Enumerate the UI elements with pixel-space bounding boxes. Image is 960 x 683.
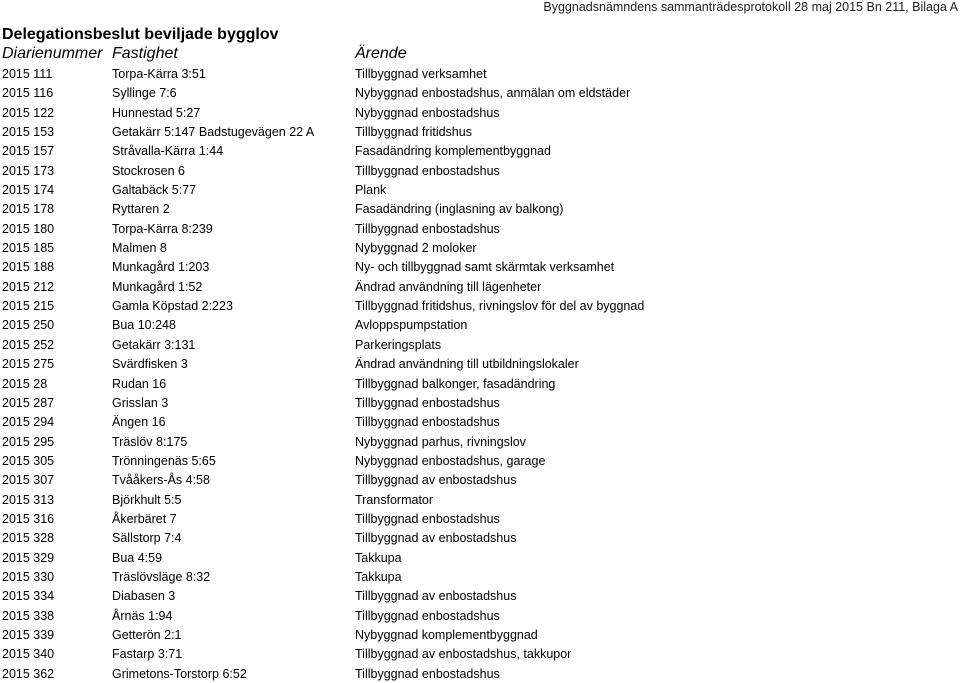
row-fastighet: Trönningenäs 5:65 [112, 453, 216, 468]
table-row [0, 335, 960, 354]
row-diarienummer: 2015 173 [2, 163, 55, 178]
row-fastighet: Stockrosen 6 [112, 163, 185, 178]
table-row [0, 606, 960, 625]
row-arende: Tillbyggnad fritidshus [355, 125, 472, 140]
table-row [0, 180, 960, 199]
table-row [0, 393, 960, 412]
row-diarienummer: 2015 215 [2, 299, 55, 314]
row-diarienummer: 2015 275 [2, 357, 55, 372]
row-fastighet: Munkagård 1:203 [112, 260, 210, 275]
row-arende: Fasadändring (inglasning av balkong) [355, 202, 564, 217]
row-arende: Nybyggnad enbostadshus, anmälan om eldstäder [355, 86, 631, 101]
table-row [0, 567, 960, 586]
row-fastighet: Årnäs 1:94 [112, 608, 173, 623]
row-arende: Parkeringsplats [355, 337, 442, 352]
row-fastighet: Torpa-Kärra 3:51 [112, 67, 206, 81]
row-diarienummer: 2015 294 [2, 415, 55, 430]
row-arende: Nybyggnad enbostadshus, garage [355, 453, 546, 468]
table-row [0, 644, 960, 663]
running-header: Byggnadsnämndens sammanträdesprotokoll 28 maj 2015 Bn 211, Bilaga A [543, 0, 958, 14]
row-fastighet: Åkerbäret 7 [112, 511, 177, 526]
row-diarienummer: 2015 295 [2, 434, 55, 449]
row-diarienummer: 2015 185 [2, 241, 55, 256]
table-row [0, 238, 960, 257]
row-diarienummer: 2015 157 [2, 144, 55, 159]
row-fastighet: Getakärr 3:131 [112, 337, 196, 352]
table-row [0, 432, 960, 451]
document-title: Delegationsbeslut beviljade bygglov [2, 26, 279, 43]
row-fastighet: Syllinge 7:6 [112, 86, 177, 101]
row-fastighet: Getakärr 5:147 Badstugevägen 22 A [112, 125, 315, 140]
row-arende: Tillbyggnad enbostadshus [355, 415, 500, 430]
row-fastighet: Getterön 2:1 [112, 627, 182, 642]
row-diarienummer: 2015 287 [2, 395, 55, 410]
row-arende: Nybyggnad enbostadshus [355, 105, 500, 120]
table-row [0, 490, 960, 509]
row-fastighet: Grisslan 3 [112, 395, 169, 410]
row-fastighet: Munkagård 1:52 [112, 279, 203, 294]
row-arende: Tillbyggnad balkonger, fasadändring [355, 376, 556, 391]
row-arende: Nybyggnad 2 moloker [355, 241, 477, 256]
row-diarienummer: 2015 188 [2, 260, 55, 275]
row-arende: Tillbyggnad enbostadshus [355, 511, 500, 526]
table-row [0, 277, 960, 296]
table-row [0, 161, 960, 180]
row-fastighet: Rudan 16 [112, 376, 167, 391]
table-row [0, 528, 960, 547]
row-fastighet: Bua 10:248 [112, 318, 176, 333]
table-row [0, 412, 960, 431]
row-fastighet: Träslöv 8:175 [112, 434, 188, 449]
row-diarienummer: 2015 316 [2, 511, 55, 526]
row-arende: Ändrad användning till utbildningslokaler [355, 357, 579, 372]
table-row [0, 219, 960, 238]
row-arende: Plank [355, 183, 387, 198]
table-row [0, 122, 960, 141]
table-row [0, 315, 960, 334]
table-row [0, 625, 960, 644]
row-arende: Avloppspumpstation [355, 318, 468, 333]
row-diarienummer: 2015 305 [2, 453, 55, 468]
table-row [0, 548, 960, 567]
row-arende: Takkupa [355, 569, 402, 584]
row-fastighet: Torpa-Kärra 8:239 [112, 221, 213, 236]
row-diarienummer: 2015 116 [2, 86, 54, 101]
table-row [0, 586, 960, 605]
row-fastighet: Grimetons-Torstorp 6:52 [112, 666, 247, 681]
row-arende: Tillbyggnad av enbostadshus [355, 589, 517, 604]
row-diarienummer: 2015 338 [2, 608, 55, 623]
row-arende: Tillbyggnad enbostadshus [355, 221, 500, 236]
row-fastighet: Sällstorp 7:4 [112, 531, 182, 546]
column-header-fastighet: Fastighet [112, 45, 178, 62]
table-row [0, 83, 960, 102]
row-fastighet: Hunnestad 5:27 [112, 105, 201, 120]
row-fastighet: Fastarp 3:71 [112, 647, 183, 662]
row-arende: Takkupa [355, 550, 402, 565]
row-diarienummer: 2015 340 [2, 647, 55, 662]
table-row [0, 103, 960, 122]
row-fastighet: Ryttaren 2 [112, 202, 170, 217]
row-arende: Ny- och tillbyggnad samt skärmtak verksamhet [355, 260, 615, 275]
row-diarienummer: 2015 111 [2, 67, 53, 81]
row-fastighet: Ängen 16 [112, 415, 166, 430]
row-fastighet: Svärdfisken 3 [112, 357, 188, 372]
table-row [0, 257, 960, 276]
row-diarienummer: 2015 250 [2, 318, 55, 333]
table-row [0, 199, 960, 218]
decision-list [0, 64, 960, 683]
row-arende: Nybyggnad komplementbyggnad [355, 627, 538, 642]
row-diarienummer: 2015 28 [2, 376, 48, 391]
table-row [0, 374, 960, 393]
row-fastighet: Galtabäck 5:77 [112, 183, 197, 198]
table-row [0, 64, 960, 83]
row-diarienummer: 2015 362 [2, 666, 55, 681]
row-fastighet: Diabasen 3 [112, 589, 176, 604]
row-diarienummer: 2015 252 [2, 337, 55, 352]
row-arende: Tillbyggnad fritidshus, rivningslov för del av byggnad [355, 299, 645, 314]
row-arende: Tillbyggnad verksamhet [355, 67, 487, 81]
row-fastighet: Malmen 8 [112, 241, 167, 256]
column-headers [0, 45, 960, 65]
row-arende: Fasadändring komplementbyggnad [355, 144, 551, 159]
table-row [0, 141, 960, 160]
row-diarienummer: 2015 212 [2, 279, 55, 294]
row-diarienummer: 2015 174 [2, 183, 55, 198]
row-diarienummer: 2015 153 [2, 125, 55, 140]
table-row [0, 296, 960, 315]
row-fastighet: Stråvalla-Kärra 1:44 [112, 144, 224, 159]
row-diarienummer: 2015 180 [2, 221, 55, 236]
row-fastighet: Träslövsläge 8:32 [112, 569, 211, 584]
row-diarienummer: 2015 178 [2, 202, 55, 217]
table-row [0, 470, 960, 489]
row-diarienummer: 2015 313 [2, 492, 55, 507]
row-arende: Nybyggnad parhus, rivningslov [355, 434, 526, 449]
row-fastighet: Gamla Köpstad 2:223 [112, 299, 233, 314]
row-diarienummer: 2015 307 [2, 473, 55, 488]
row-arende: Tillbyggnad enbostadshus [355, 163, 500, 178]
row-arende: Tillbyggnad av enbostadshus, takkupor [355, 647, 572, 662]
row-arende: Tillbyggnad enbostadshus [355, 666, 500, 681]
row-diarienummer: 2015 334 [2, 589, 55, 604]
table-row [0, 509, 960, 528]
row-fastighet: Bua 4:59 [112, 550, 163, 565]
row-diarienummer: 2015 329 [2, 550, 55, 565]
row-diarienummer: 2015 339 [2, 627, 55, 642]
table-row [0, 664, 960, 683]
column-header-arende: Ärende [355, 45, 407, 62]
row-arende: Tillbyggnad enbostadshus [355, 395, 500, 410]
row-arende: Tillbyggnad av enbostadshus [355, 531, 517, 546]
table-row [0, 451, 960, 470]
row-diarienummer: 2015 328 [2, 531, 55, 546]
row-diarienummer: 2015 122 [2, 105, 55, 120]
row-fastighet: Björkhult 5:5 [112, 492, 182, 507]
row-arende: Tillbyggnad av enbostadshus [355, 473, 517, 488]
table-row [0, 354, 960, 373]
row-arende: Transformator [355, 492, 434, 507]
column-header-diarienummer: Diarienummer [2, 45, 103, 62]
row-arende: Ändrad användning till lägenheter [355, 279, 542, 294]
row-fastighet: Tvååkers-Ås 4:58 [112, 473, 210, 488]
row-diarienummer: 2015 330 [2, 569, 55, 584]
row-arende: Tillbyggnad enbostadshus [355, 608, 500, 623]
